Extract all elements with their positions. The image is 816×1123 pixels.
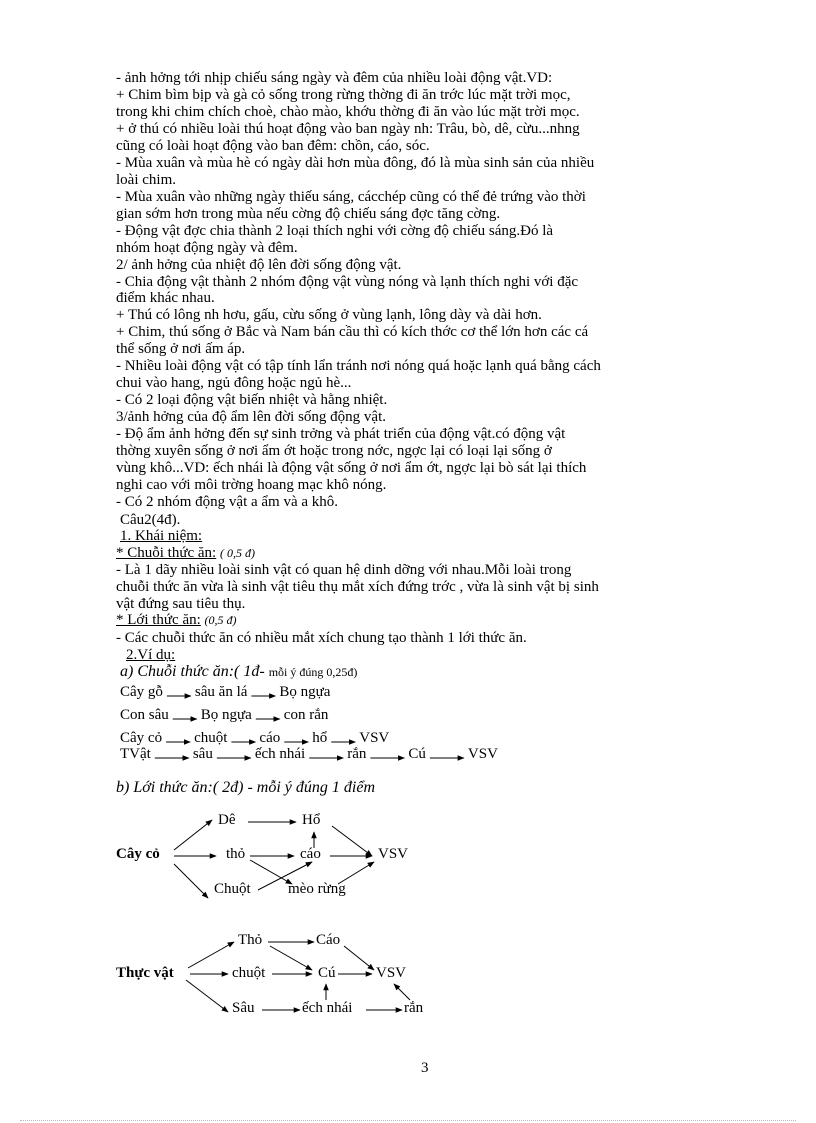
concept-heading: 1. Khái niệm: (120, 528, 203, 544)
food-chain-item: VSV (467, 746, 498, 762)
food-chain-row (120, 707, 328, 724)
web2-ran: rắn (404, 1000, 424, 1016)
body-line: loài chim. (116, 172, 176, 188)
web1-vsv: VSV (378, 846, 409, 862)
body-line: cũng có loài hoạt động vào ban đêm: chồn, cáo, sóc. (116, 138, 430, 154)
food-chain-score: ( 0,5 đ) (219, 546, 255, 560)
web1-ho: Hổ (302, 812, 321, 828)
food-chain-item: TVật (120, 746, 151, 762)
body-line: 2/ ảnh hởng của nhiệt độ lên đời sống động vật. (116, 257, 402, 273)
web2-root: Thực vật (116, 965, 174, 981)
web2-arrow (186, 980, 228, 1012)
food-chain-item: hổ (312, 730, 328, 746)
food-chain-item: Cú (408, 746, 426, 762)
web2-tho: Thỏ (238, 932, 263, 948)
food-web-score: (0,5 đ) (204, 613, 237, 627)
body-line: - Mùa xuân và mùa hè có ngày dài hơn mùa đông, đó là mùa sinh sản của nhiều (116, 155, 595, 171)
body-line: + Chim bìm bịp và gà cỏ sống trong rừng thờng đi ăn trớc lúc mặt trời mọc, (116, 87, 571, 103)
body-line: - Mùa xuân vào những ngày thiếu sáng, cácchép cũng có thể đẻ trứng vào thời (116, 189, 586, 205)
web2-ech: ếch nhái (302, 1000, 353, 1016)
body-line: + Chim, thú sống ở Bắc và Nam bán cầu thì có kích thớc cơ thể lớn hơn các cá (116, 324, 589, 340)
chain-part-heading (120, 663, 357, 681)
body-line: - Chia động vật thành 2 nhóm động vật vùng nóng và lạnh thích nghi với đặc (116, 274, 579, 290)
page-bottom-divider (20, 1120, 796, 1121)
body-line: - Động vật đợc chia thành 2 loại thích nghi với cờng độ chiếu sáng.Đó là (116, 223, 554, 239)
web2-cu: Cú (318, 965, 336, 981)
food-web-def: - Các chuỗi thức ăn có nhiều mắt xích chung tạo thành 1 lới thức ăn. (116, 630, 527, 646)
body-line: thờng xuyên sống ở nơi ẩm ớt hoặc trong nớc, ngợc lại có loại lại sống ở (116, 443, 552, 459)
food-chain-def-1: - Là 1 dãy nhiều loài sinh vật có quan hệ dinh dỡng với nhau.Mỗi loài trong (116, 562, 572, 578)
web1-de: Dê (218, 812, 236, 828)
body-line: trong khi chim chích choè, chào mào, khớu thờng đi ăn vào lúc mặt trời mọc. (116, 104, 580, 120)
web2-arrow (344, 946, 374, 970)
food-chain-item: Con sâu (120, 707, 169, 723)
food-chain-row (120, 746, 498, 763)
web2-arrow (394, 984, 410, 1000)
body-line: - Có 2 loại động vật biến nhiệt và hằng nhiệt. (116, 392, 388, 408)
food-chain-item: sâu ăn lá (194, 684, 248, 700)
web1-arrow (250, 860, 292, 884)
web2-chuot: chuột (232, 965, 266, 981)
question-title: Câu2(4đ). (120, 512, 181, 528)
web1-arrow (174, 820, 212, 850)
web2-cao: Cáo (316, 932, 341, 948)
body-line: - ảnh hởng tới nhịp chiếu sáng ngày và đêm của nhiều loài động vật.VD: (116, 70, 553, 86)
food-chain-label: * Chuỗi thức ăn: (116, 545, 217, 561)
web2-vsv: VSV (376, 965, 407, 981)
body-line: gian sớm hơn trong mùa nếu cờng độ chiếu sáng đợc tăng cờng. (116, 206, 501, 222)
body-line: - Độ ẩm ảnh hởng đến sự sinh trởng và phát triển của động vật.có động vật (116, 426, 566, 442)
body-line: thể sống ở nơi ấm áp. (116, 341, 246, 357)
food-chain-def-3: vật đứng sau tiêu thụ. (116, 596, 246, 612)
food-chain-item: Bọ ngựa (279, 684, 331, 700)
web1-tho: thỏ (226, 846, 246, 862)
web1-root: Cây cỏ (116, 846, 160, 862)
food-chain-item: VSV (359, 730, 390, 746)
body-line: - Có 2 nhóm động vật a ẩm và a khô. (116, 494, 339, 510)
food-chain-item: ếch nhái (254, 746, 306, 762)
web2-arrow (188, 942, 234, 968)
body-line: nhóm hoạt động ngày và đêm. (116, 240, 298, 256)
food-chain-item: sâu (192, 746, 213, 762)
food-chain-def-2: chuỗi thức ăn vừa là sinh vật tiêu thụ mắt xích đứng trớc , vừa là sinh vật bị sinh (116, 579, 599, 595)
body-line: điểm khác nhau. (116, 290, 215, 306)
body-line: vùng khô...VD: ếch nhái là động vật sống ở nơi ẩm ớt, ngợc lại bò sát lại thích (116, 460, 587, 476)
chain-part-score: mỗi ý đúng 0,25đ) (268, 665, 358, 679)
food-chain-item: Cây cỏ (120, 730, 163, 746)
body-line: + Thú có lông nh hơu, gấu, cừu sống ở vùng lạnh, lông dày và dài hơn. (116, 307, 542, 323)
web1-meo: mèo rừng (288, 881, 346, 897)
food-chain-item: con rắn (283, 707, 329, 723)
example-heading: 2.Ví dụ: (126, 647, 176, 663)
food-chain-row (120, 730, 389, 747)
web1-cao: cáo (300, 846, 321, 862)
web1-arrow (332, 826, 372, 856)
food-chain-item: Bọ ngựa (200, 707, 252, 723)
food-chain-item: Cây gỗ (120, 684, 163, 700)
chain-part-label: a) Chuỗi thức ăn:( 1đ- (120, 663, 265, 680)
web2-sau: Sâu (232, 1000, 255, 1016)
body-line: nghi cao với môi trờng hoang mạc khô nóng. (116, 477, 387, 493)
food-chain-item: chuột (194, 730, 228, 746)
web1-arrow (174, 864, 208, 898)
food-chain-item: rắn (347, 746, 367, 762)
web2-arrow (270, 946, 312, 970)
body-line: - Nhiều loài động vật có tập tính lẩn tránh nơi nóng quá hoặc lạnh quá bằng cách (116, 358, 601, 374)
body-line: chui vào hang, ngủ đông hoặc ngủ hè... (116, 375, 352, 391)
food-chain-heading (116, 545, 255, 562)
food-chain-item: cáo (259, 730, 281, 746)
body-line: + ở thú có nhiều loài thú hoạt động vào ban ngày nh: Trâu, bò, dê, cừu...nhng (116, 121, 580, 137)
food-chain-row (120, 684, 330, 701)
web1-chuot: Chuột (214, 881, 251, 897)
body-line: 3/ảnh hởng của độ ẩm lên đời sống động vật. (116, 409, 386, 425)
food-web-label: * Lới thức ăn: (116, 612, 201, 628)
web-part-heading: b) Lới thức ăn:( 2đ) - mỗi ý đúng 1 điểm (116, 779, 375, 796)
page-number: 3 (421, 1060, 429, 1076)
food-web-heading (116, 612, 237, 629)
